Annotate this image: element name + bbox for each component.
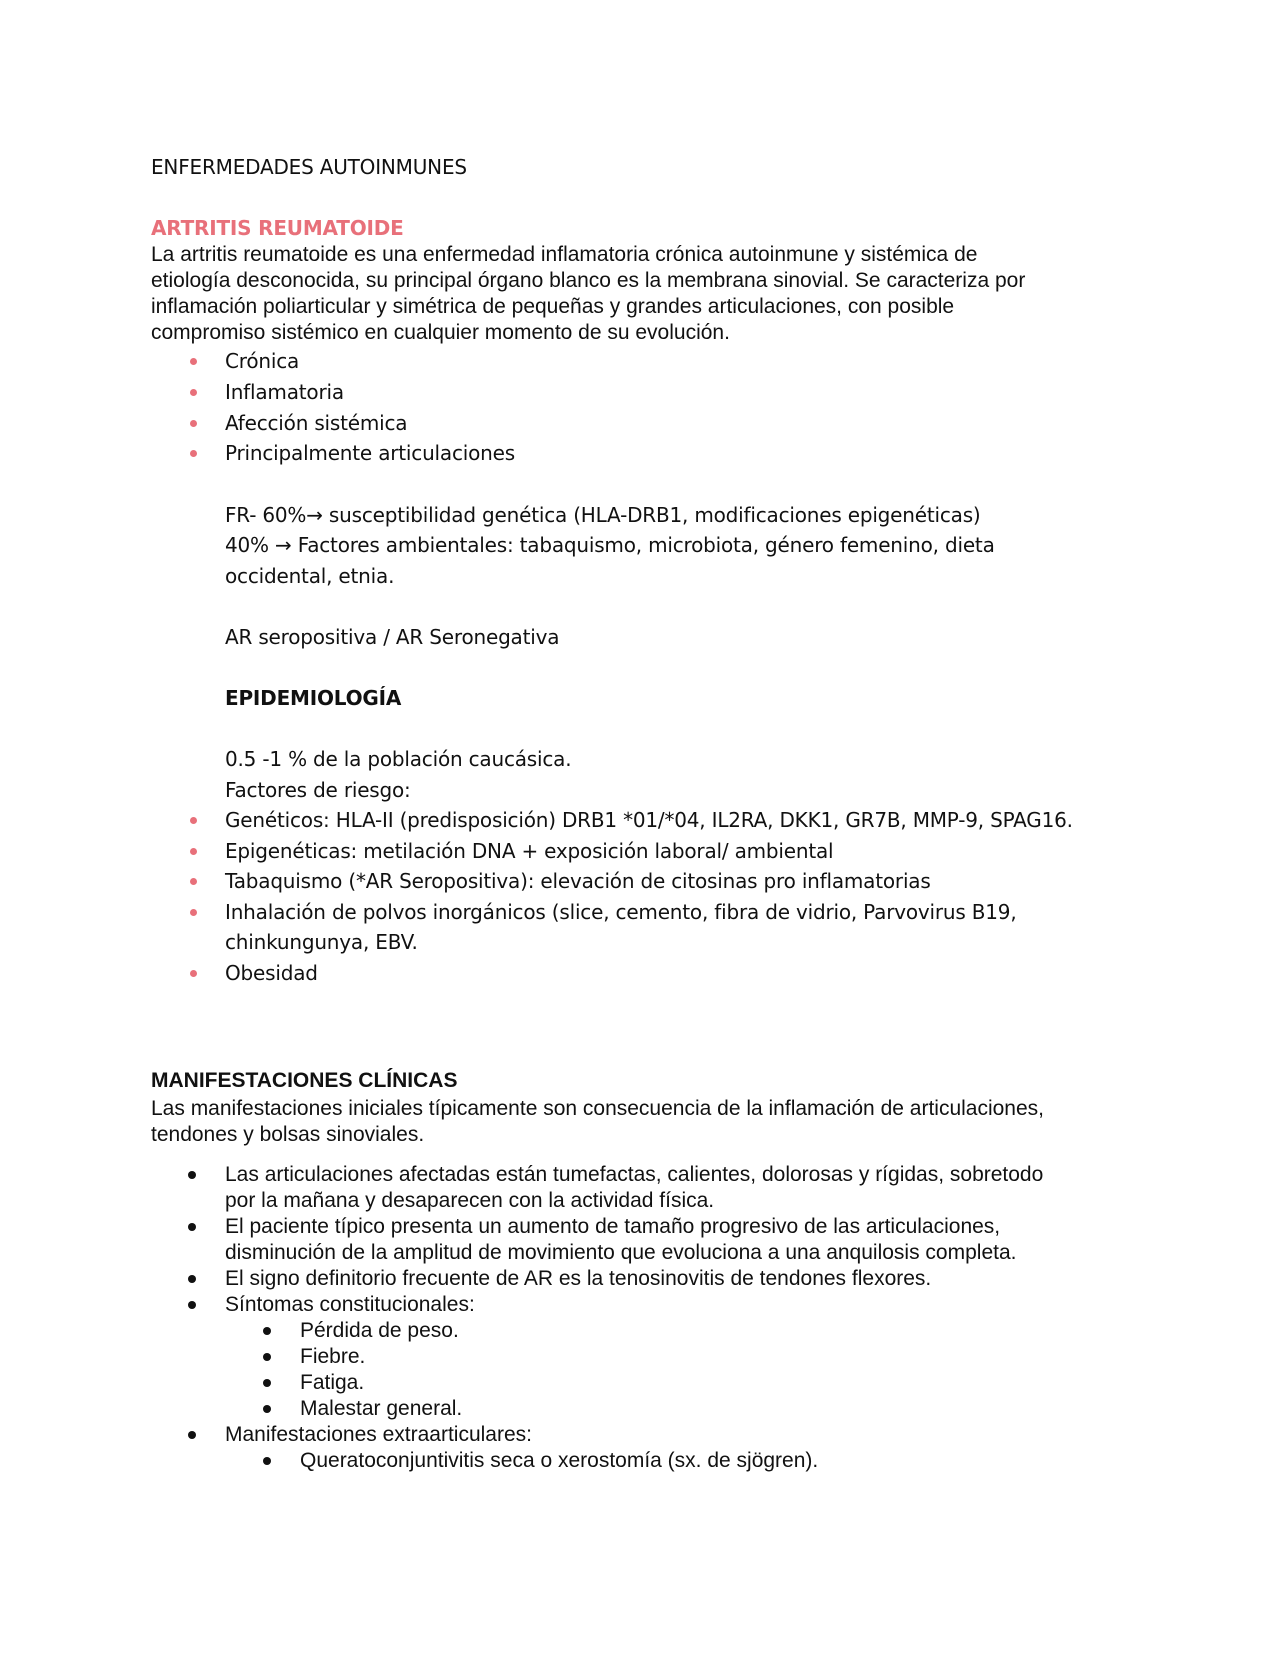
symptom-item: Pérdida de peso. — [300, 1319, 459, 1342]
risk-item-continued: chinkungunya, EBV. — [225, 930, 418, 954]
prevalence-text: 0.5 -1 % de la población caucásica. — [225, 747, 572, 771]
symptom-item: Fatiga. — [300, 1371, 365, 1394]
intro-line: etiología desconocida, su principal órgano blanco es la membrana sinovial. Se caracteriza por — [151, 269, 1026, 292]
bullet-icon — [190, 389, 197, 396]
bullet-icon — [190, 970, 197, 977]
env-line: occidental, etnia. — [225, 564, 395, 588]
clin-item: Síntomas constitucionales: — [225, 1293, 475, 1316]
bullet-icon — [188, 1171, 196, 1179]
bullet-icon — [263, 1353, 271, 1361]
ar-types: AR seropositiva / AR Seronegativa — [225, 625, 560, 649]
bullet-icon — [263, 1405, 271, 1413]
clin-intro-line: Las manifestaciones iniciales típicamente son consecuencia de la inflamación de articulaciones, — [151, 1097, 1045, 1120]
symptom-item: Malestar general. — [300, 1397, 463, 1420]
risk-item: Obesidad — [225, 961, 318, 985]
bullet-icon — [190, 909, 197, 916]
clin-item: El paciente típico presenta un aumento de tamaño progresivo de las articulaciones, — [225, 1215, 1001, 1238]
risk-item: Tabaquismo (*AR Seropositiva): elevación de citosinas pro inflamatorias — [225, 869, 931, 893]
extra-item: Queratoconjuntivitis seca o xerostomía (sx. de sjögren). — [300, 1449, 819, 1472]
bullet-icon — [190, 420, 197, 427]
bullet-icon — [188, 1431, 196, 1439]
feature-item: Afección sistémica — [225, 411, 408, 435]
feature-item: Inflamatoria — [225, 380, 344, 404]
clin-intro-line: tendones y bolsas sinoviales. — [151, 1123, 425, 1146]
bullet-icon — [188, 1301, 196, 1309]
risk-item: Genéticos: HLA-II (predisposición) DRB1 *01/*04, IL2RA, DKK1, GR7B, MMP-9, SPAG16. — [225, 808, 1073, 832]
clin-item-continued: por la mañana y desaparecen con la actividad física. — [225, 1189, 715, 1212]
bullet-icon — [263, 1379, 271, 1387]
bullet-icon — [263, 1457, 271, 1465]
intro-line: compromiso sistémico en cualquier momento de su evolución. — [151, 321, 730, 344]
clin-item: Las articulaciones afectadas están tumefactas, calientes, dolorosas y rígidas, sobretodo — [225, 1163, 1044, 1186]
bullet-icon — [263, 1327, 271, 1335]
bullet-icon — [188, 1275, 196, 1283]
bullet-icon — [190, 817, 197, 824]
epi-heading: EPIDEMIOLOGÍA — [225, 686, 402, 710]
extra-label: Manifestaciones extraarticulares: — [225, 1423, 532, 1446]
bullet-icon — [190, 358, 197, 365]
bullet-icon — [190, 878, 197, 885]
clin-heading: MANIFESTACIONES CLÍNICAS — [151, 1069, 458, 1092]
bullet-icon — [188, 1223, 196, 1231]
intro-line: inflamación poliarticular y simétrica de pequeñas y grandes articulaciones, con posible — [151, 295, 955, 318]
risk-item: Epigenéticas: metilación DNA + exposición laboral/ ambiental — [225, 839, 834, 863]
clin-item: El signo definitorio frecuente de AR es la tenosinovitis de tendones flexores. — [225, 1267, 932, 1290]
feature-item: Crónica — [225, 349, 300, 373]
risk-label: Factores de riesgo: — [225, 778, 411, 802]
risk-item: Inhalación de polvos inorgánicos (slice, cemento, fibra de vidrio, Parvovirus B19, — [225, 900, 1017, 924]
fr-line: FR- 60%→ susceptibilidad genética (HLA-DRB1, modificaciones epigenéticas) — [225, 503, 981, 527]
clin-item-continued: disminución de la amplitud de movimiento que evoluciona a una anquilosis completa. — [225, 1241, 1017, 1264]
intro-line: La artritis reumatoide es una enfermedad inflamatoria crónica autoinmune y sistémica de — [151, 243, 978, 266]
env-line: 40% → Factores ambientales: tabaquismo, microbiota, género femenino, dieta — [225, 533, 995, 557]
document-title: ENFERMEDADES AUTOINMUNES — [151, 155, 467, 179]
ar-heading: ARTRITIS REUMATOIDE — [151, 216, 404, 240]
feature-item: Principalmente articulaciones — [225, 441, 515, 465]
bullet-icon — [190, 848, 197, 855]
bullet-icon — [190, 450, 197, 457]
symptom-item: Fiebre. — [300, 1345, 366, 1368]
